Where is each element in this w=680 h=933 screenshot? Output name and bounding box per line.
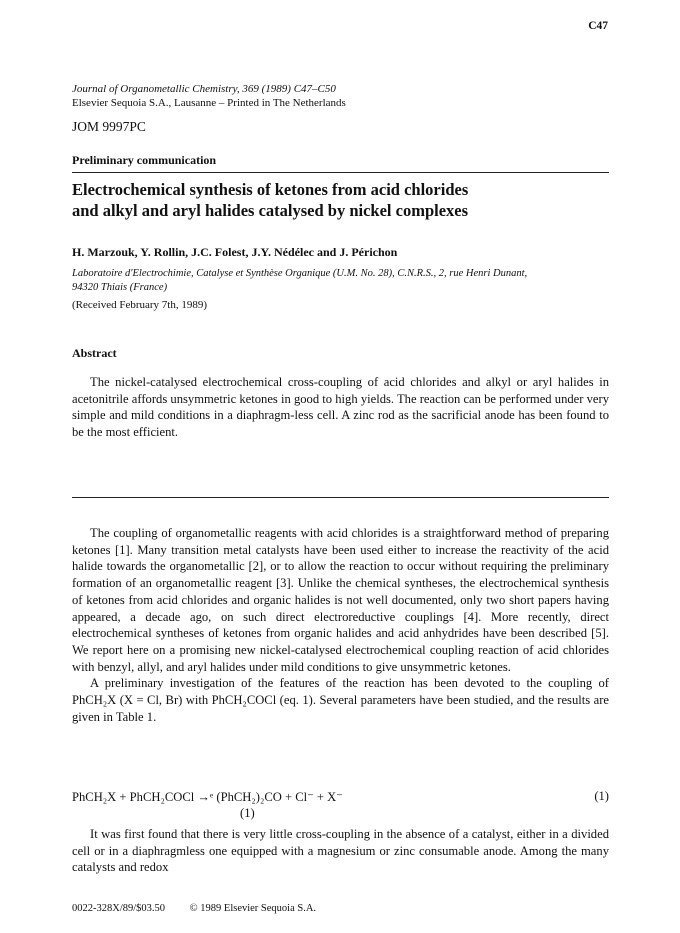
body-text-continued (72, 826, 609, 876)
paper-title (72, 179, 612, 221)
equation-1 (72, 789, 609, 820)
header-rule (72, 172, 609, 173)
publisher-line: Elsevier Sequoia S.A., Lausanne – Printed in The Netherlands (72, 97, 346, 109)
received-date: (Received February 7th, 1989) (72, 299, 208, 311)
body-text (72, 525, 609, 725)
equation-text: PhCH₂X + PhCH₂COCl →ᵉ (PhCH₂)₂CO + Cl⁻ + X⁻ (72, 790, 343, 804)
journal-citation: Journal of Organometallic Chemistry, 369 (1989) C47–C50 (72, 83, 336, 95)
abstract-rule (72, 497, 609, 498)
jom-number: JOM 9997PC (72, 119, 146, 134)
affiliation (72, 267, 612, 294)
footer-code: 0022-328X/89/$03.50 (72, 903, 166, 914)
author-list: H. Marzouk, Y. Rollin, J.C. Folest, J.Y. Nédélec and J. Périchon (72, 245, 398, 259)
abstract-heading: Abstract (72, 346, 117, 360)
journal-header (72, 82, 612, 110)
affiliation-line-2: 94320 Thiais (France) (72, 281, 168, 293)
body-paragraph-1: The coupling of organometallic reagents with acid chlorides is a straightforward method of preparing ketones [1]. Many transition metal catalysts have been used either to increase the reactivity of the acid halide towards the organometallic [2], or to allow the reaction to occur without requiring the preliminary formation of an organometallic reagent [3]. Unlike the chemical syntheses, the electrochemical synthesis of ketones from acid chlorides and organic halides is not well documented, only two short papers having appeared, a decade ago, on such direct electroreductive couplings [4]. More recently, direct electrochemical syntheses of ketones from organic halides and acid anhydrides have been described [5]. We report here on a promising new nickel-catalysed electrochemical coupling reaction of acid chlorides with benzyl, allyl, and aryl halides under mild conditions to give unsymmetric ketones. (72, 526, 609, 674)
body-paragraph-3: It was first found that there is very little cross-coupling in the absence of a catalyst, either in a divided cell or in a diaphragmless one equipped with a magnesium or zinc consumable anode. Among the many catalysts and redox (72, 827, 609, 875)
title-line-1: Electrochemical synthesis of ketones from acid chlorides (72, 180, 469, 199)
page-footer (72, 903, 338, 914)
equation-compound-label: (1) (240, 806, 255, 820)
affiliation-line-1: Laboratoire d'Electrochimie, Catalyse et Synthèse Organique (U.M. No. 28), C.N.R.S., 2, rue Henri Dunant, (72, 268, 528, 279)
footer-copyright: © 1989 Elsevier Sequoia S.A. (189, 903, 317, 914)
section-label: Preliminary communication (72, 153, 217, 167)
abstract-text (72, 374, 609, 440)
abstract-paragraph: The nickel-catalysed electrochemical cross-coupling of acid chlorides and alkyl or aryl halides in acetonitrile affords unsymmetric ketones in good to high yields. The reaction can be performed under very simple and mild conditions in a diaphragm-less cell. A zinc rod as the sacrificial anode has been found to be the most efficient. (72, 375, 609, 439)
equation-number: (1) (594, 789, 609, 803)
body-paragraph-2: A preliminary investigation of the features of the reaction has been devoted to the coupling of PhCH₂X (X = Cl, Br) with PhCH₂COCl (eq. 1). Several parameters have been studied, and the results are given in Table 1. (72, 676, 609, 724)
page-number: C47 (588, 20, 608, 32)
title-line-2: and alkyl and aryl halides catalysed by nickel complexes (72, 201, 469, 220)
